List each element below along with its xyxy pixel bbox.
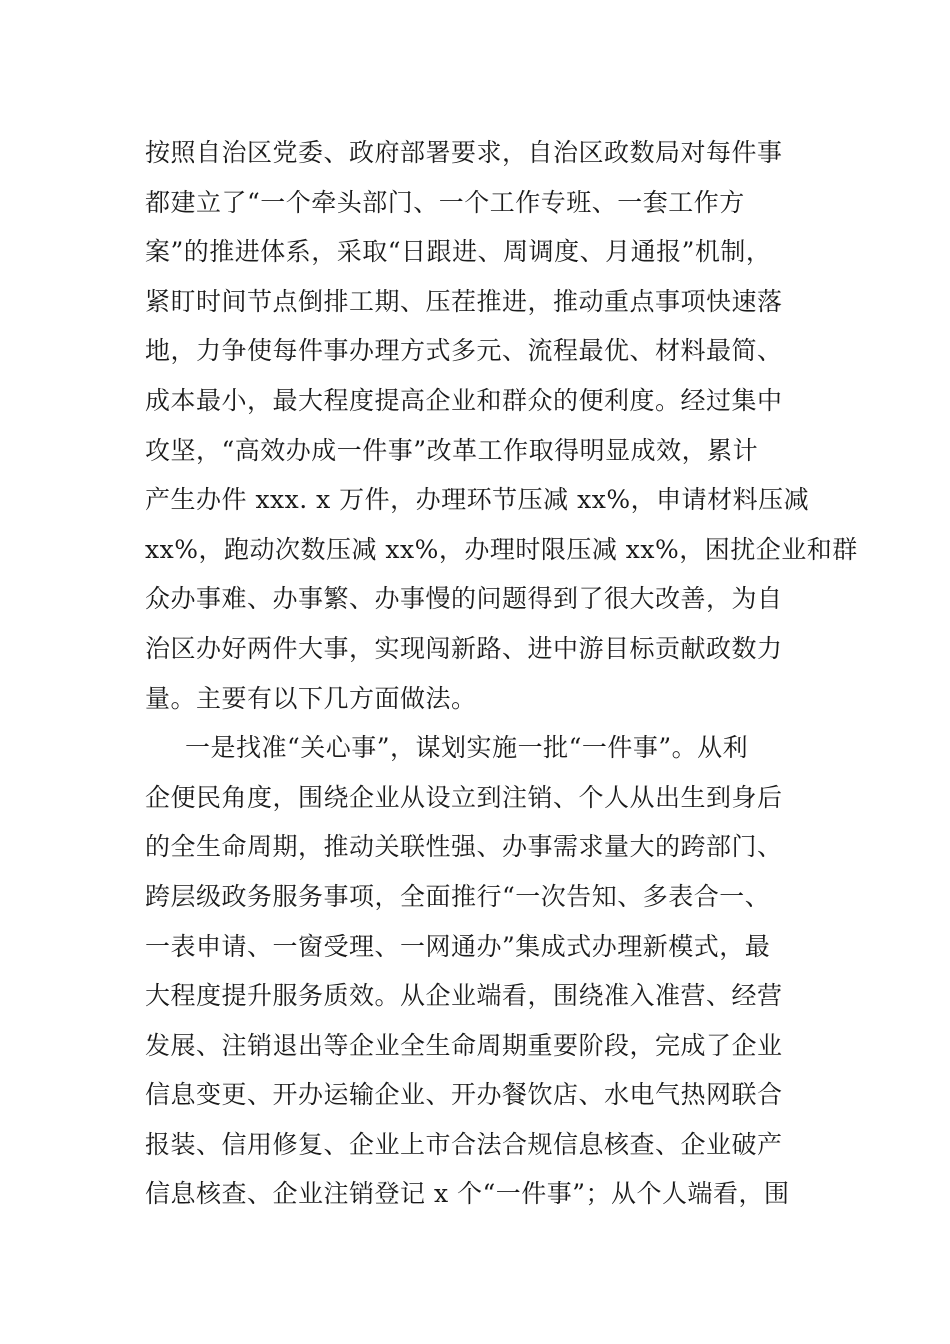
text-line: 信息核查、企业注销登记 x 个“一件事”；从个人端看，围 <box>145 1179 790 1209</box>
text-line: 企便民角度，围绕企业从设立到注销、个人从出生到身后 <box>145 782 783 812</box>
text-line: 紧盯时间节点倒排工期、压茬推进，推动重点事项快速落 <box>145 286 783 316</box>
text-line: 产生办件 xxx. x 万件，办理环节压减 xx%，申请材料压减 <box>145 485 810 515</box>
text-line: 案”的推进体系，采取“日跟进、周调度、月通报”机制， <box>145 237 772 267</box>
body-text <box>145 128 858 1219</box>
text-line: 众办事难、办事繁、办事慢的问题得到了很大改善，为自 <box>145 584 783 614</box>
text-line: 攻坚，“高效办成一件事”改革工作取得明显成效，累计 <box>145 435 759 465</box>
text-line: 发展、注销退出等企业全生命周期重要阶段，完成了企业 <box>145 1030 783 1060</box>
text-line: 一表申请、一窗受理、一网通办”集成式办理新模式，最 <box>145 931 771 961</box>
text-line: 报装、信用修复、企业上市合法合规信息核查、企业破产 <box>145 1129 783 1159</box>
text-line: 信息变更、开办运输企业、开办餐饮店、水电气热网联合 <box>145 1080 783 1110</box>
text-line: 治区办好两件大事，实现闯新路、进中游目标贡献政数力 <box>145 633 783 663</box>
text-line: 都建立了“一个牵头部门、一个工作专班、一套工作方 <box>145 187 745 217</box>
text-line: 的全生命周期，推动关联性强、办事需求量大的跨部门、 <box>145 832 783 862</box>
text-line: 成本最小，最大程度提高企业和群众的便利度。经过集中 <box>145 385 783 415</box>
text-line: 按照自治区党委、政府部署要求，自治区政数局对每件事 <box>145 138 783 167</box>
paragraph-start-line: 一是找准“关心事”，谋划实施一批“一件事”。从利 <box>185 733 749 763</box>
text-line: xx%，跑动次数压减 xx%，办理时限压减 xx%，困扰企业和群 <box>145 534 858 564</box>
text-line: 地，力争使每件事办理方式多元、流程最优、材料最简、 <box>145 336 783 366</box>
text-line: 量。主要有以下几方面做法。 <box>145 683 477 713</box>
text-line: 大程度提升服务质效。从企业端看，围绕准入准营、经营 <box>145 981 783 1011</box>
text-line: 跨层级政务服务事项，全面推行“一次告知、多表合一、 <box>145 881 771 911</box>
